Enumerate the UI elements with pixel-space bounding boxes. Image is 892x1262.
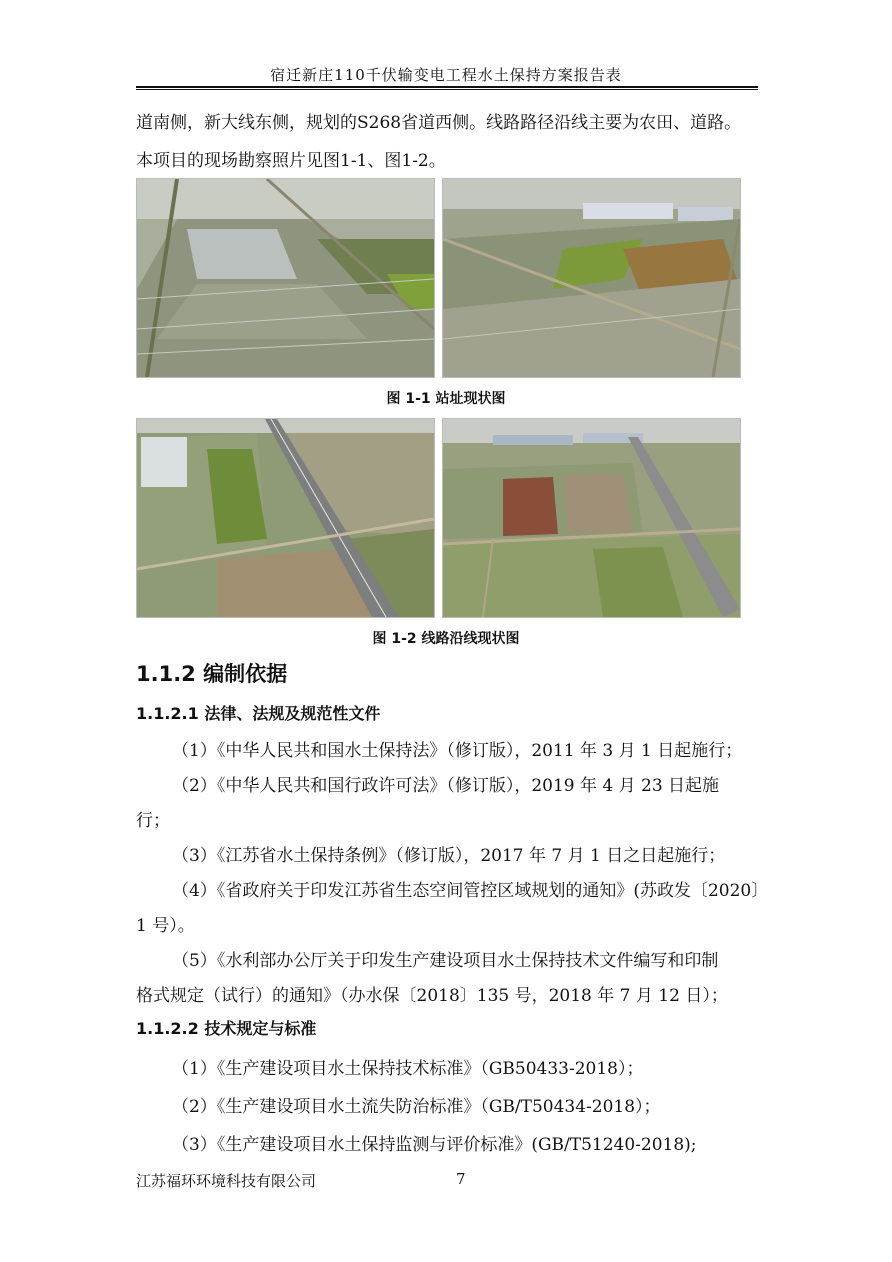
law-item: （2）《中华人民共和国行政许可法》（修订版），2019 年 4 月 23 日起施 — [172, 776, 720, 796]
footer-company: 江苏福环环境科技有限公司 — [136, 1172, 317, 1190]
law-item-cont: 格式规定（试行）的通知》（办水保〔2018〕135 号，2018 年 7 月 12 日）； — [136, 986, 728, 1006]
subsection-heading-2: 1.1.2.2 技术规定与标准 — [136, 1019, 317, 1038]
law-item-cont: 行； — [136, 811, 170, 831]
header-rule-thin — [136, 89, 758, 90]
page-number: 7 — [456, 1170, 466, 1188]
site-photo-1 — [136, 178, 435, 378]
intro-line-2: 本项目的现场勘察照片见图1-1、图1-2。 — [136, 151, 446, 171]
figure-1-caption: 图 1-1 站址现状图 — [386, 391, 506, 407]
route-photo-1 — [136, 418, 435, 618]
law-item-cont: 1 号）。 — [136, 916, 195, 936]
standard-item: （3）《生产建设项目水土保持监测与评价标准》(GB/T51240-2018); — [172, 1135, 697, 1155]
standard-item: （1）《生产建设项目水土保持技术标准》（GB50433-2018）； — [172, 1059, 644, 1079]
standard-item: （2）《生产建设项目水土流失防治标准》（GB/T50434-2018）； — [172, 1097, 661, 1117]
law-item: （5）《水利部办公厅关于印发生产建设项目水土保持技术文件编写和印制 — [172, 951, 719, 971]
intro-line-1: 道南侧，新大线东侧，规划的S268省道西侧。线路路径沿线主要为农田、道路。 — [136, 113, 742, 133]
header-rule — [136, 86, 758, 88]
figure-2-caption: 图 1-2 线路沿线现状图 — [372, 631, 520, 647]
section-heading: 1.1.2 编制依据 — [136, 662, 288, 686]
site-photo-2 — [442, 178, 741, 378]
law-item: （1）《中华人民共和国水土保持法》（修订版），2011 年 3 月 1 日起施行； — [172, 741, 743, 761]
running-header: 宿迁新庄110千伏输变电工程水土保持方案报告表 — [270, 66, 622, 84]
route-photo-2 — [442, 418, 741, 618]
subsection-heading-1: 1.1.2.1 法律、法规及规范性文件 — [136, 704, 381, 723]
law-item: （4）《省政府关于印发江苏省生态空间管控区域规划的通知》(苏政发〔2020〕 — [172, 881, 769, 901]
law-item: （3）《江苏省水土保持条例》（修订版），2017 年 7 月 1 日之日起施行； — [172, 846, 726, 866]
